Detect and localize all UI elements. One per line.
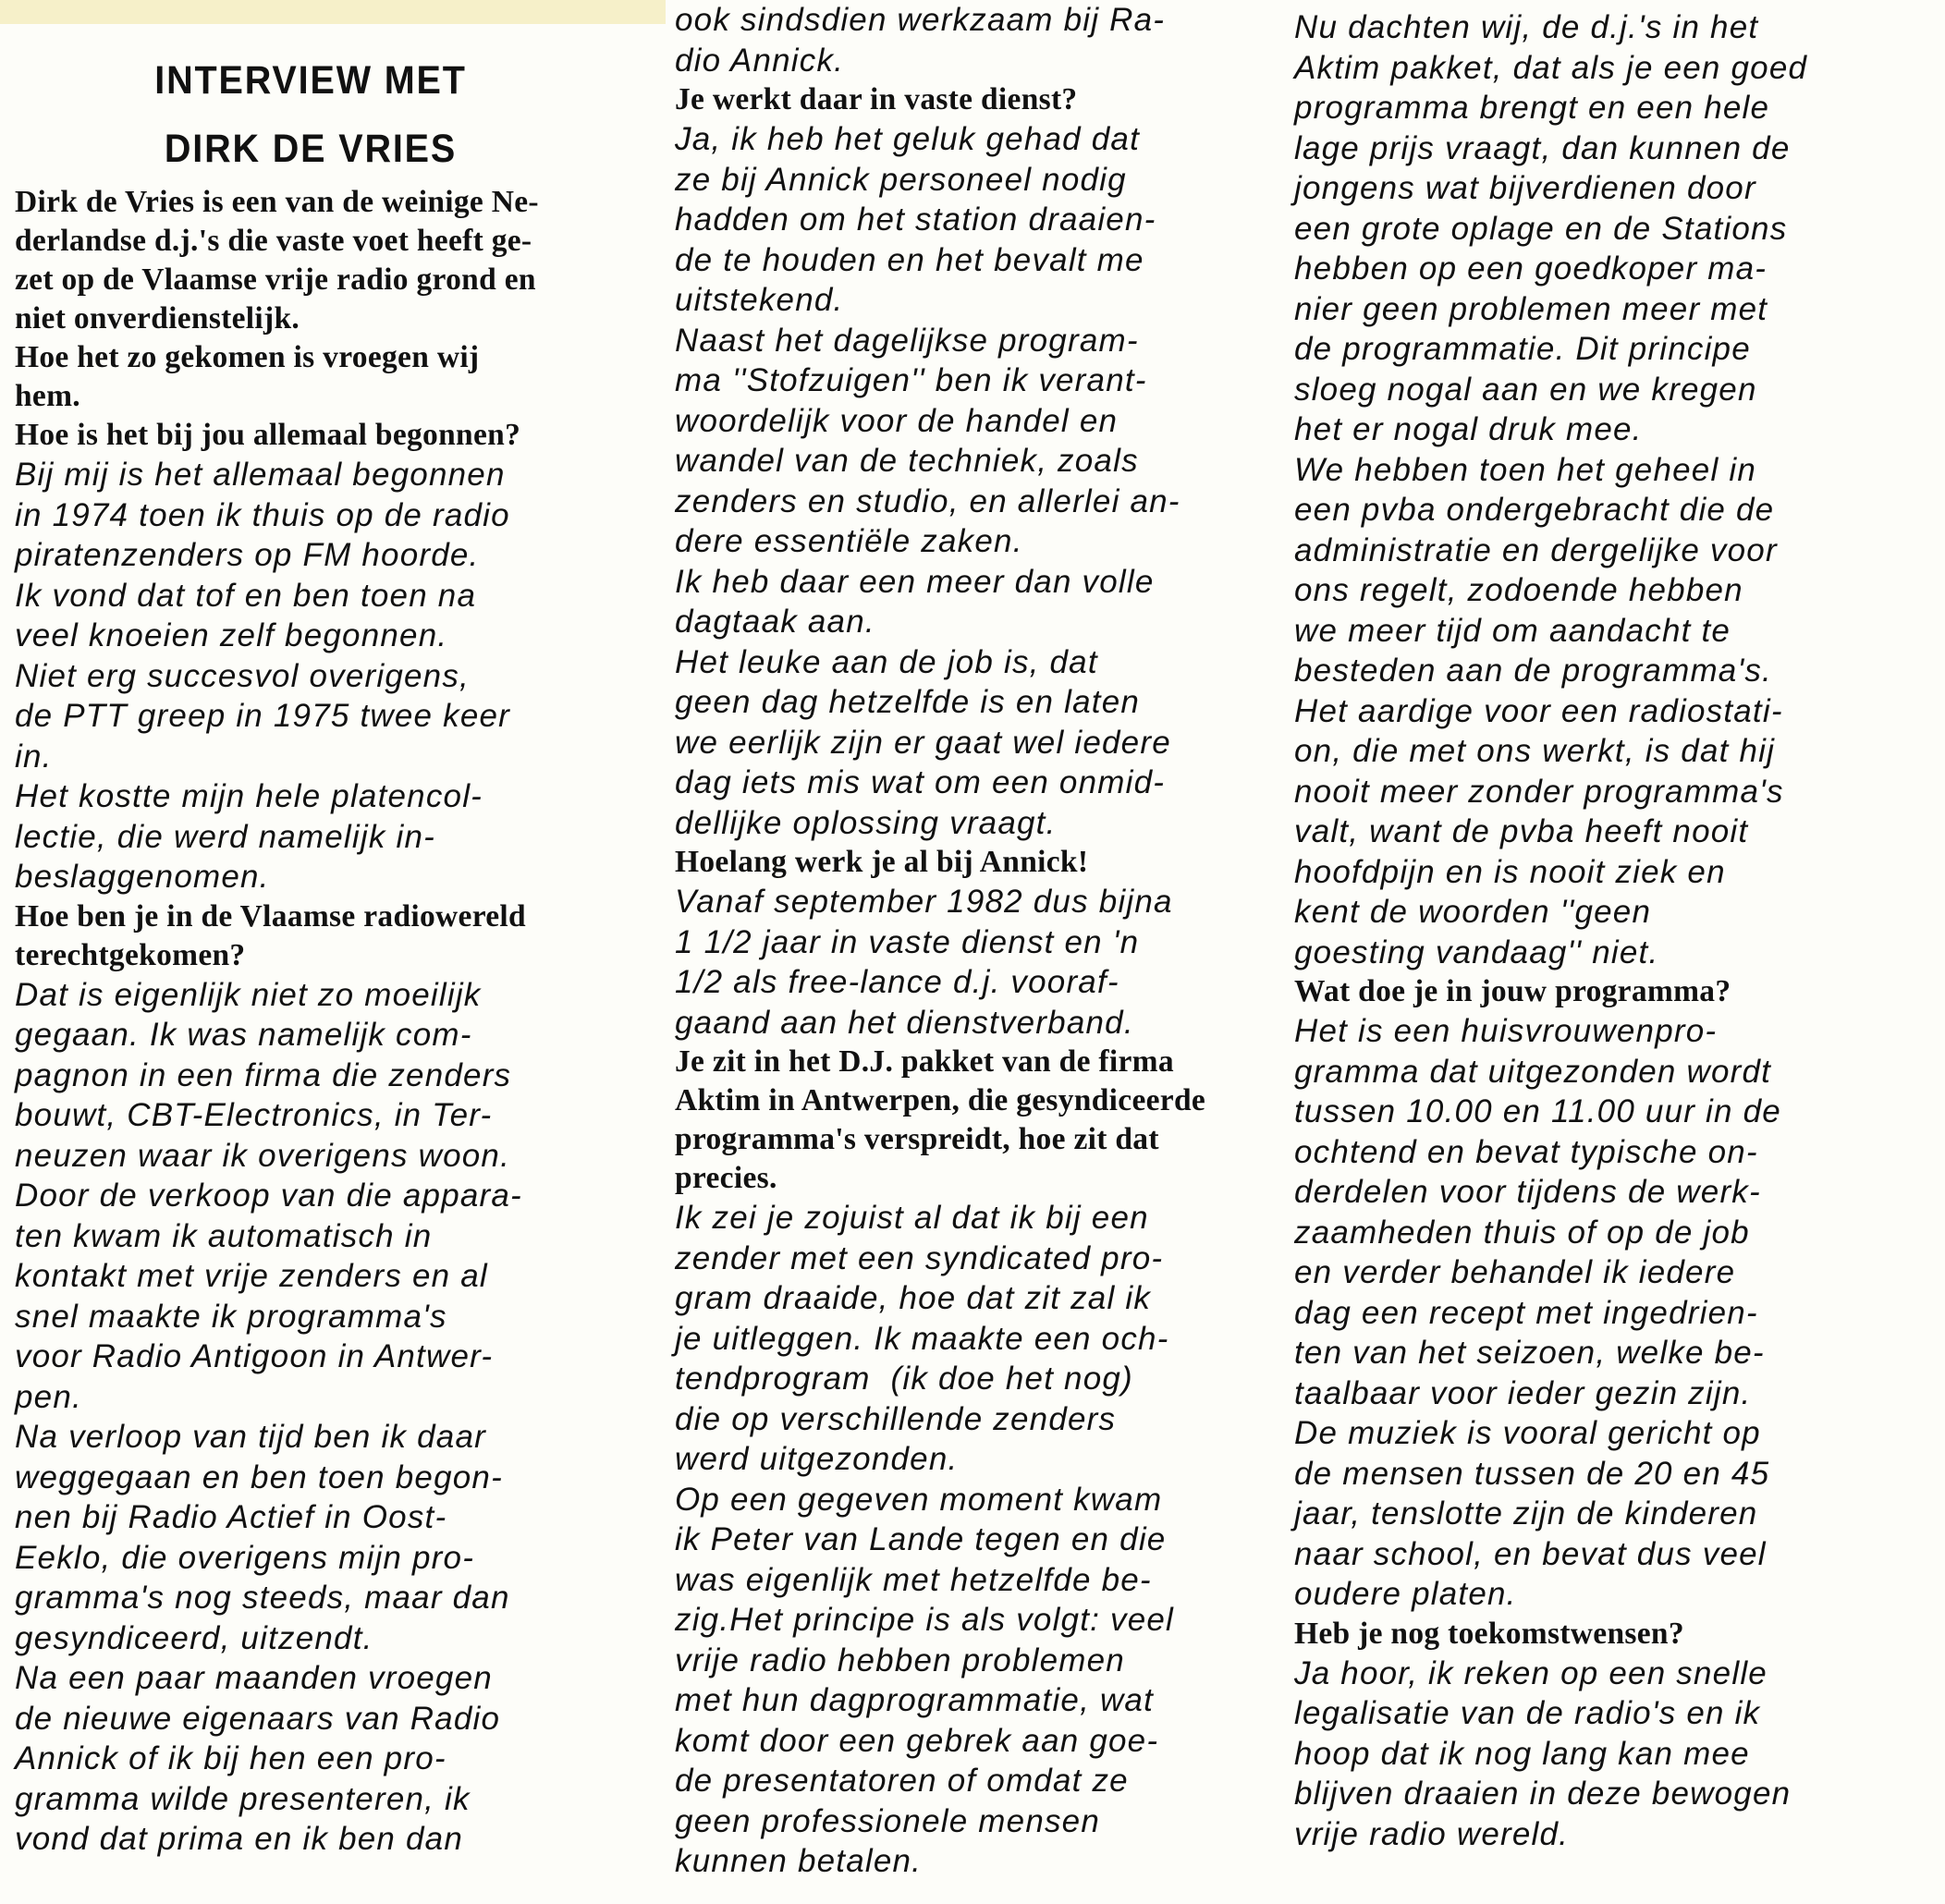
article-title-line-2: DIRK DE VRIES [164, 127, 458, 171]
article-column-1 [15, 46, 606, 1860]
intro-paragraph: Hoe het zo gekomen is vroegen wij hem. [15, 340, 480, 413]
interview-question: Je zit in het D.J. pakket van de firma Aktim in Antwerpen, die gesyndiceerde programma's verspreidt, hoe zit dat precies. [675, 1044, 1206, 1195]
interview-answer: Vanaf september 1982 dus bijna 1 1/2 jaar in vaste dienst en 'n 1/2 als free-lance d.j. vooraf- gaand aan het dienstverband. [675, 884, 1173, 1041]
interview-question: Hoelang werk je al bij Annick! [675, 845, 1089, 879]
interview-question: Heb je nog toekomstwensen? [1294, 1616, 1684, 1651]
interview-question: Hoe ben je in de Vlaamse radiowereld terechtgekomen? [15, 898, 526, 972]
intro-paragraph: Dirk de Vries is een van de weinige Ne- derlandse d.j.'s die vaste voet heeft ge- zet op de Vlaamse vrije radio grond en niet onverdienstelijk. [15, 185, 539, 336]
interview-question: Je werkt daar in vaste dienst? [675, 82, 1078, 116]
interview-question: Hoe is het bij jou allemaal begonnen? [15, 418, 521, 452]
interview-answer: Ja hoor, ik reken op een snelle legalisatie van de radio's en ik hoop dat ik nog lang kan mee blijven draaien in deze bewogen vrije radio wereld. [1294, 1654, 1792, 1852]
interview-answer: Ja, ik heb het geluk gehad dat ze bij Annick personeel nodig hadden om het station draaien- de te houden en het bevalt me uitstekend. Naast het dagelijkse program- ma ''Stofzuigen'' ben ik verant- woordelijk voor de handel en wandel van de techniek, zoals zenders en studio, en allerlei an- dere essentiële zaken. Ik heb daar een meer dan volle dagtaak aan. Het leuke aan de job is, dat geen dag hetzelfde is en laten we eerlijk zijn er gaat wel iedere dag iets mis wat om een onmid- dellijke oplossing vraagt. [675, 121, 1180, 841]
interview-answer: Dat is eigenlijk niet zo moeilijk gegaan. Ik was namelijk com- pagnon in een firma die zenders bouwt, CBT-Electronics, in Ter- neuzen waar ik overigens woon. Door de verkoop van die appara- ten kwam ik automatisch in kontakt met vrije zenders en al snel maakte ik programma's voor Radio Antigoon in Antwer- pen. Na verloop van tijd ben ik daar weggegaan en ben toen begon- nen bij Radio Actief in Oost- Eeklo, die overigens mijn pro- gramma's nog steeds, maar dan gesyndiceerd, uitzendt. Na een paar maanden vroegen de nieuwe eigenaars van Radio Annick of ik bij hen een pro- gramma wilde presenteren, ik vond dat prima en ik ben dan [15, 976, 522, 1857]
interview-answer: ook sindsdien werkzaam bij Ra- dio Annick. [675, 2, 1166, 79]
interview-answer: Het is een huisvrouwenpro- gramma dat uitgezonden wordt tussen 10.00 en 11.00 uur in de ochtend en bevat typische on- derdelen voor tijdens de werk- zaamheden thuis of op de job en verder behandel ik iedere dag een recept met ingedrien- ten van het seizoen, welke be- taalbaar voor ieder gezin zijn. De muziek is vooral gericht op de mensen tussen de 20 en 45 jaar, tenslotte zijn de kinderen naar school, en bevat dus veel oudere platen. [1294, 1013, 1781, 1612]
top-color-band [0, 0, 666, 24]
interview-question: Wat doe je in jouw programma? [1294, 974, 1731, 1008]
interview-answer: Bij mij is het allemaal begonnen in 1974 toen ik thuis op de radio piratenzenders op FM hoorde. Ik vond dat tof en ben toen na veel knoeien zelf begonnen. Niet erg succesvol overigens, de PTT greep in 1975 twee keer in. Het kostte mijn hele platencol- lectie, die werd namelijk in- beslaggenomen. [15, 457, 511, 895]
article-column-2 [675, 0, 1266, 1882]
interview-answer: Ik zei je zojuist al dat ik bij een zender met een syndicated pro- gram draaide, hoe dat zit zal ik je uitleggen. Ik maakte een och- tendprogram (ik doe het nog) die op verschillende zenders werd uitgezonden. Op een gegeven moment kwam ik Peter van Lande tegen en die was eigenlijk met hetzelfde be- zig.Het principe is als volgt: veel vrije radio hebben problemen met hun dagprogrammatie, wat komt door een gebrek aan goe- de presentatoren of omdat ze geen professionele mensen kunnen betalen. [675, 1200, 1174, 1879]
article-column-3 [1294, 7, 1932, 1854]
article-title-line-1: INTERVIEW MET [154, 58, 467, 103]
interview-answer: Nu dachten wij, de d.j.'s in het Aktim pakket, dat als je een goed programma brengt en een hele lage prijs vraagt, dan kunnen de jongens wat bijverdienen door een grote oplage en de Stations hebben op een goedkoper ma- nier geen problemen meer met de programmatie. Dit principe sloeg nogal aan en we kregen het er nogal druk mee. We hebben toen het geheel in een pvba ondergebracht die de administratie en dergelijke voor ons regelt, zodoende hebben we meer tijd om aandacht te besteden aan de programma's. Het aardige voor een radiostati- on, die met ons werkt, is dat hij nooit meer zonder programma's valt, want de pvba heeft nooit hoofdpijn en is nooit ziek en kent de woorden ''geen goesting vandaag'' niet. [1294, 9, 1808, 970]
